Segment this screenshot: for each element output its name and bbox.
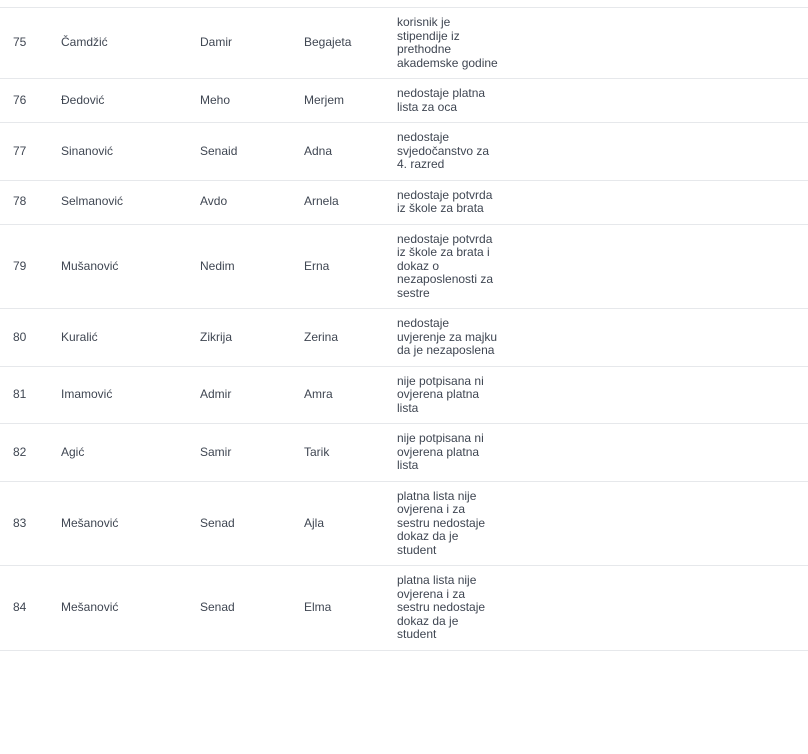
note-text: platna lista nije ovjerena i za sestru nedostaje dokaz da je student xyxy=(397,573,486,641)
note-cell xyxy=(397,123,506,181)
second-name: Zerina xyxy=(304,309,397,367)
note-text: nedostaje svjedočanstvo za 4. razred xyxy=(397,130,490,171)
second-name: Tarik xyxy=(304,424,397,482)
second-name: Erna xyxy=(304,224,397,309)
last-name: Čamdžić xyxy=(61,8,200,79)
table-row xyxy=(0,79,808,123)
first-name: Samir xyxy=(200,424,304,482)
note-text: nedostaje potvrda iz škole za brata i dokaz o nezaposlenosti za sestre xyxy=(397,231,494,300)
empty-cell xyxy=(506,566,808,651)
last-name: Mušanović xyxy=(61,224,200,309)
second-name: Merjem xyxy=(304,79,397,123)
last-name: Mešanović xyxy=(61,566,200,651)
row-number: 78 xyxy=(0,180,61,224)
first-name: Zikrija xyxy=(200,309,304,367)
row-number: 79 xyxy=(0,224,61,309)
table-row xyxy=(0,224,808,309)
note-text: nedostaje platna lista za oca xyxy=(397,86,486,114)
table-row xyxy=(0,309,808,367)
empty-cell xyxy=(506,481,808,566)
note-cell xyxy=(397,8,506,79)
table-row xyxy=(0,123,808,181)
first-name: Avdo xyxy=(200,180,304,224)
table-row xyxy=(0,424,808,482)
last-name: Sinanović xyxy=(61,123,200,181)
empty-cell xyxy=(506,224,808,309)
note-text: nije potpisana ni ovjerena platna lista xyxy=(397,373,484,415)
note-cell xyxy=(397,309,506,367)
last-name: Kuralić xyxy=(61,309,200,367)
first-name: Nedim xyxy=(200,224,304,309)
empty-cell xyxy=(506,79,808,123)
first-name: Senad xyxy=(200,566,304,651)
row-number: 76 xyxy=(0,79,61,123)
table-row xyxy=(0,180,808,224)
empty-cell xyxy=(506,424,808,482)
empty-cell xyxy=(506,123,808,181)
second-name: Amra xyxy=(304,366,397,424)
second-name: Ajla xyxy=(304,481,397,566)
last-name: Đedović xyxy=(61,79,200,123)
note-cell xyxy=(397,224,506,309)
first-name: Meho xyxy=(200,79,304,123)
note-text: nedostaje uvjerenje za majku da je nezaposlena xyxy=(397,316,498,357)
first-name: Senad xyxy=(200,481,304,566)
records-table xyxy=(0,8,808,651)
row-number: 82 xyxy=(0,424,61,482)
note-text: platna lista nije ovjerena i za sestru nedostaje dokaz da je student xyxy=(397,488,486,557)
table-row xyxy=(0,8,808,79)
empty-cell xyxy=(506,180,808,224)
empty-cell xyxy=(506,309,808,367)
note-text: nedostaje potvrda iz škole za brata xyxy=(397,187,493,215)
row-number: 81 xyxy=(0,366,61,424)
table-row xyxy=(0,566,808,651)
note-cell xyxy=(397,566,506,651)
last-name: Imamović xyxy=(61,366,200,424)
table-row xyxy=(0,366,808,424)
last-name: Mešanović xyxy=(61,481,200,566)
records-table-body xyxy=(0,8,808,650)
first-name: Damir xyxy=(200,8,304,79)
row-number: 75 xyxy=(0,8,61,79)
second-name: Arnela xyxy=(304,180,397,224)
second-name: Elma xyxy=(304,566,397,651)
first-name: Admir xyxy=(200,366,304,424)
second-name: Begajeta xyxy=(304,8,397,79)
last-name: Agić xyxy=(61,424,200,482)
row-number: 77 xyxy=(0,123,61,181)
note-cell xyxy=(397,180,506,224)
second-name: Adna xyxy=(304,123,397,181)
note-cell xyxy=(397,481,506,566)
row-number: 83 xyxy=(0,481,61,566)
note-text: nije potpisana ni ovjerena platna lista xyxy=(397,431,484,472)
table-row xyxy=(0,481,808,566)
note-text: korisnik je stipendije iz prethodne akademske godine xyxy=(397,15,498,70)
note-cell xyxy=(397,366,506,424)
row-number: 84 xyxy=(0,566,61,651)
last-name: Selmanović xyxy=(61,180,200,224)
note-cell xyxy=(397,79,506,123)
records-table-wrapper xyxy=(0,7,808,651)
empty-cell xyxy=(506,8,808,79)
first-name: Senaid xyxy=(200,123,304,181)
empty-cell xyxy=(506,366,808,424)
note-cell xyxy=(397,424,506,482)
row-number: 80 xyxy=(0,309,61,367)
